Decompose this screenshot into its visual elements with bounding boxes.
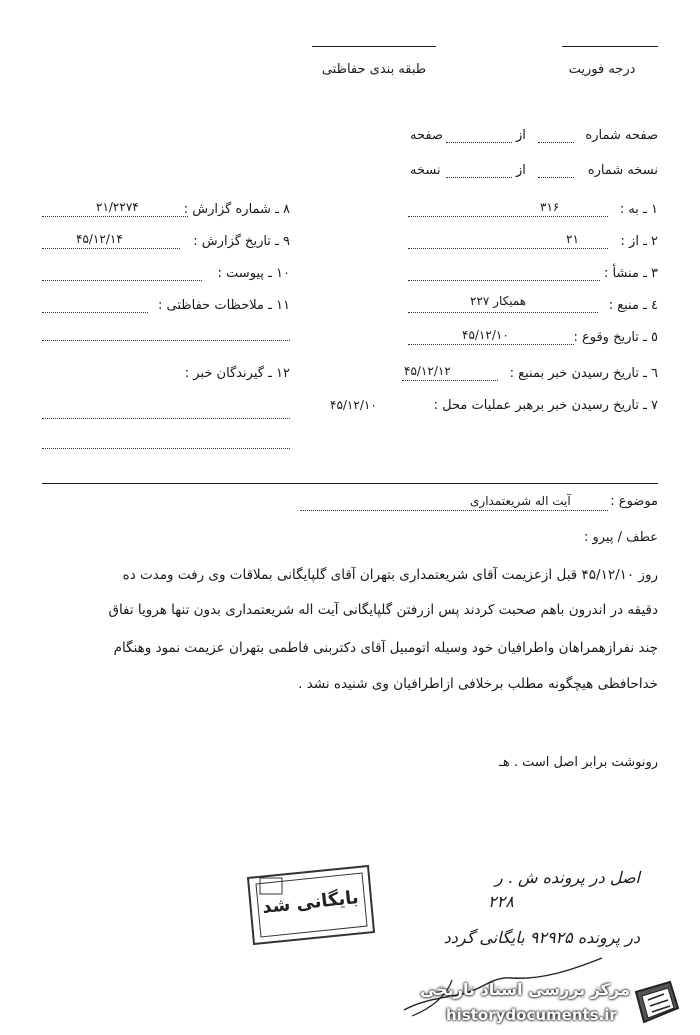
copy-number-dots: [538, 177, 574, 178]
priority-label: درجه فوریت: [568, 62, 636, 77]
security-notes-dots: [42, 312, 148, 313]
informant-dots: [408, 312, 598, 313]
from-value: ۲۱: [566, 232, 579, 246]
recipients-line-1: [42, 418, 290, 419]
body-line-2: دقیقه در اندرون باهم صحبت کردند پس ازرفتن گلپایگانی آیت اله شریعتمداری بدون تنها هرویا تفاق: [108, 602, 658, 618]
form-divider: [42, 483, 658, 484]
page-suffix-label: صفحه: [410, 128, 443, 143]
page-total-dots: [446, 142, 512, 143]
watermark-url: historydocuments.ir: [446, 1006, 617, 1024]
report-number-value: ۲۱/۲۲۷۴: [96, 200, 139, 214]
handwritten-filing-note: اصل در پرونده ش . ر: [494, 868, 640, 887]
priority-rule: [562, 46, 658, 47]
origin-dots: [408, 280, 600, 281]
from-label: ۲ ـ از :: [620, 234, 658, 249]
body-line-4: خداحافظی هیچگونه مطلب برخلافی ازاطرافیان وی شنیده نشد .: [298, 676, 658, 692]
copy-suffix-label: نسخه: [410, 163, 441, 178]
report-number-label: ۸ ـ شماره گزارش :: [183, 202, 290, 217]
page-number-dots: [538, 142, 574, 143]
classification-label: طبقه بندی حفاظتی: [321, 62, 427, 77]
report-number-dots: [42, 216, 188, 217]
incident-date-dots: [408, 344, 574, 345]
received-by-informant-value: ۴۵/۱۲/۱۲: [404, 364, 451, 378]
incident-date-label: ٥ ـ تاریخ وقوع :: [573, 330, 658, 345]
watermark-title: مرکز بررسی اسناد تاریخی: [420, 980, 630, 999]
recipients-label: ۱۲ ـ گیرندگان خبر :: [184, 366, 290, 381]
informant-value: همیکار ۲۲۷: [470, 294, 527, 308]
received-by-informant-label: ٦ ـ تاریخ رسیدن خبر بمنبع :: [509, 366, 658, 381]
recipients-line-2: [42, 448, 290, 449]
body-line-1: روز ۴۵/۱۲/۱۰ قبل ازعزیمت آقای شریعتمداری بتهران آقای گلپایگانی بملاقات وی رفت ومدت ده: [122, 567, 658, 583]
body-line-3: چند نفرازهمراهان واطرافیان خود وسیله اتومبیل آقای دکتربنی فاطمی بتهران عزیمت نمود وهنگام: [113, 640, 658, 656]
handwritten-file-number: ۲۲۸: [488, 892, 514, 911]
subject-label: موضوع :: [610, 494, 658, 509]
subject-dots: [300, 510, 608, 511]
copy-total-dots: [446, 177, 512, 178]
copy-certification: رونوشت برابر اصل است . هـ: [499, 755, 658, 770]
to-value: ۳۱۶: [540, 200, 560, 214]
to-label: ۱ ـ به :: [619, 202, 658, 217]
to-dots: [408, 216, 608, 217]
page-of-label: از: [516, 128, 526, 143]
report-date-label: ۹ ـ تاریخ گزارش :: [193, 234, 290, 249]
handwritten-archive-note: در پرونده ۹۲۹۲۵ بایگانی گردد: [443, 928, 640, 947]
security-notes-line-2: [42, 340, 290, 341]
informant-label: ٤ ـ منبع :: [608, 298, 658, 313]
report-date-dots: [42, 248, 180, 249]
security-notes-label: ۱۱ ـ ملاحظات حفاظتی :: [158, 298, 290, 313]
report-date-value: ۴۵/۱۲/۱۴: [76, 232, 123, 246]
copy-of-label: از: [516, 163, 526, 178]
page-number-label: صفحه شماره: [585, 128, 658, 143]
attachment-dots: [42, 280, 202, 281]
classification-rule: [312, 46, 436, 47]
copy-number-label: نسخه شماره: [587, 163, 658, 178]
received-by-leader-value: ۴۵/۱۲/۱۰: [330, 398, 377, 412]
attachment-label: ۱۰ ـ پیوست :: [217, 266, 290, 281]
received-by-leader-label: ۷ ـ تاریخ رسیدن خبر برهبر عملیات محل :: [433, 398, 658, 413]
from-dots: [408, 248, 608, 249]
reference-label: عطف / پیرو :: [583, 530, 658, 545]
subject-value: آیت اله شریعتمداری: [470, 494, 571, 508]
received-by-informant-dots: [402, 380, 498, 381]
origin-label: ۳ ـ منشأ :: [603, 266, 658, 281]
watermark-logo-icon: [630, 978, 684, 1028]
incident-date-value: ۴۵/۱۲/۱۰: [462, 328, 509, 342]
archive-stamp-text: بایگانی شد: [261, 886, 360, 919]
